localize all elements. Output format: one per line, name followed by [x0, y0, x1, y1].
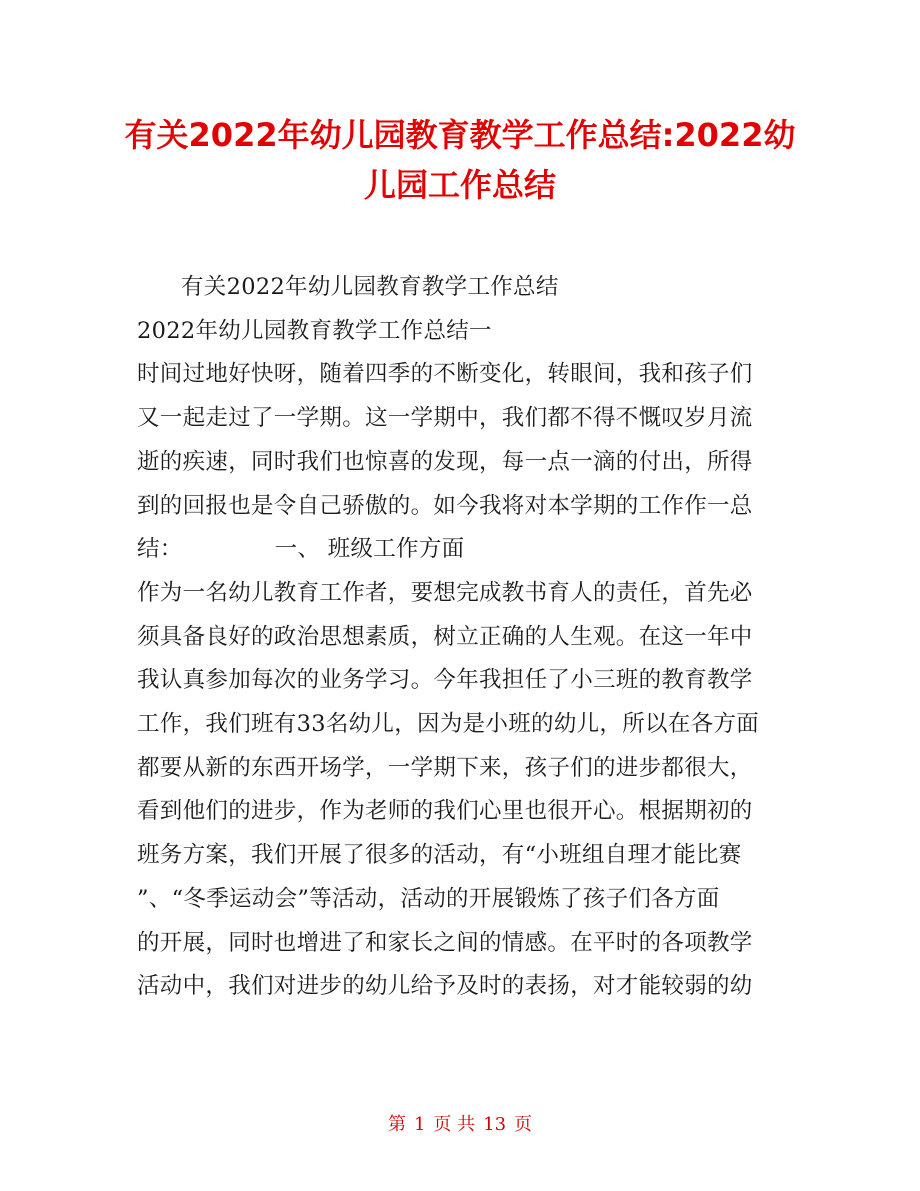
title-line-1: 有关2022年幼儿园教育教学工作总结:2022幼 [124, 116, 796, 154]
title-line-2: 儿园工作总结 [363, 166, 556, 204]
document-body [137, 266, 787, 1009]
body-line: 工作，我们班有33名幼儿，因为是小班的幼儿，所以在各方面 [137, 711, 760, 738]
footer-page-number: 1 [413, 1114, 426, 1135]
footer-middle: 页 共 [433, 1114, 476, 1135]
subtitle: 有关2022年幼儿园教育教学工作总结 [181, 274, 559, 300]
body-line: 都要从新的东西开场学，一学期下来，孩子们的进步都很大， [137, 754, 753, 781]
section-one-heading: 一、 班级工作方面 [274, 536, 465, 563]
body-line: 又一起走过了一学期。这一学期中，我们都不得不慨叹岁月流 [137, 405, 753, 432]
body-line: 到的回报也是令自己骄傲的。如今我将对本学期的工作作一总 [137, 492, 753, 519]
page-footer [0, 1113, 920, 1137]
body-line: 时间过地好快呀，随着四季的不断变化，转眼间，我和孩子们 [137, 361, 753, 388]
body-line: 作为一名幼儿教育工作者，要想完成教书育人的责任，首先必 [137, 579, 753, 606]
body-line: 我认真参加每次的业务学习。今年我担任了小三班的教育教学 [137, 667, 753, 694]
body-line: 看到他们的进步，作为老师的我们心里也很开心。根据期初的 [137, 798, 753, 825]
body-line: 须具备良好的政治思想素质，树立正确的人生观。在这一年中 [137, 623, 753, 650]
body-line: ”、“冬季运动会”等活动，活动的开展锻炼了孩子们各方面 [137, 885, 720, 912]
body-line: 的开展，同时也增进了和家长之间的情感。在平时的各项教学 [137, 929, 753, 956]
document-title [110, 110, 810, 210]
body-line-end: 结： [137, 536, 183, 563]
footer-suffix: 页 [514, 1114, 533, 1135]
body-line: 班务方案，我们开展了很多的活动，有“小班组自理才能比赛 [137, 842, 742, 869]
body-line: 活动中，我们对进步的幼儿给予及时的表扬，对才能较弱的幼 [137, 973, 753, 1000]
section-heading: 2022年幼儿园教育教学工作总结一 [137, 317, 492, 344]
footer-total-pages: 13 [483, 1114, 507, 1135]
footer-prefix: 第 [387, 1114, 406, 1135]
body-line-with-section [137, 528, 787, 572]
body-line: 逝的疾速，同时我们也惊喜的发现，每一点一滴的付出，所得 [137, 448, 753, 475]
